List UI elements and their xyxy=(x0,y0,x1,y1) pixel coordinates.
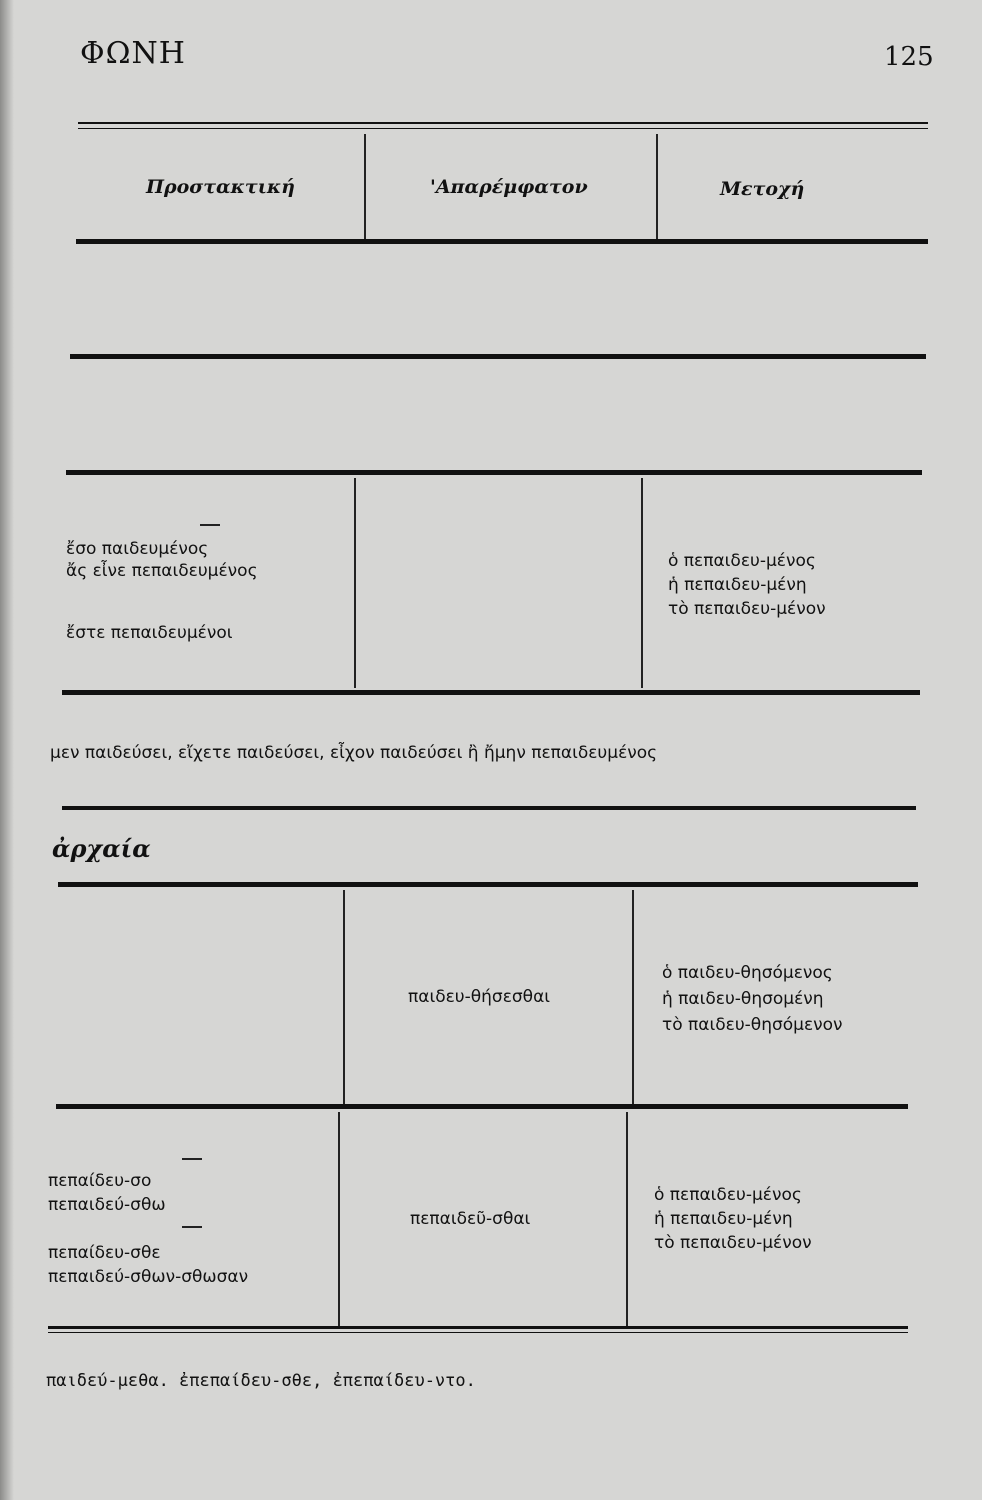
participle-line: ἡ παιδευ-θησομένη xyxy=(662,989,824,1009)
heavy-rule xyxy=(62,690,920,695)
dash-mark xyxy=(182,1226,202,1228)
infinitive-form: πεπαιδεῦ-σθαι xyxy=(410,1209,531,1229)
footer-text: παιδεύ-μεθα. ἐπεπαίδευ-σθε, ἐπεπαίδευ-ντο. xyxy=(46,1371,476,1391)
heavy-rule xyxy=(62,806,916,810)
page-number: 125 xyxy=(884,42,934,72)
participle-line: ἡ πεπαιδευ-μένη xyxy=(654,1209,793,1229)
column-divider xyxy=(656,134,658,240)
continuation-text: μεν παιδεύσει, εἴχετε παιδεύσει, εἶχον παιδεύσει ἢ ἤμην πεπαιδευμένος xyxy=(50,743,658,763)
imperative-line: πεπαιδεύ-σθων-σθωσαν xyxy=(48,1267,249,1287)
dash-mark xyxy=(182,1158,202,1160)
table-top-rule xyxy=(78,122,928,124)
imperative-line: ἄς εἶνε πεπαιδευμένος xyxy=(66,561,258,581)
imperative-line: πεπαίδευ-σθε xyxy=(48,1243,161,1263)
dash-mark xyxy=(200,524,220,526)
page-edge-shadow xyxy=(0,0,14,1500)
imperative-line: πεπαιδεύ-σθω xyxy=(48,1195,166,1215)
running-header-title: ΦΩΝΗ xyxy=(80,36,186,71)
column-divider xyxy=(632,890,634,1104)
participle-line: τὸ πεπαιδευ-μένον xyxy=(668,599,826,619)
imperative-line: πεπαίδευ-σο xyxy=(48,1171,152,1191)
heavy-rule xyxy=(70,354,926,359)
participle-line: ὁ πεπαιδευ-μένος xyxy=(668,551,816,571)
column-divider xyxy=(338,1112,340,1326)
imperative-line: ἔστε πεπαιδευμένοι xyxy=(66,623,233,643)
heavy-rule xyxy=(66,470,922,475)
imperative-line: ἔσο παιδευμένος xyxy=(66,539,209,559)
heavy-rule xyxy=(76,239,928,244)
participle-line: ὁ παιδευ-θησόμενος xyxy=(662,963,833,983)
table-bottom-rule xyxy=(48,1326,908,1329)
heavy-rule xyxy=(56,1104,908,1109)
participle-line: ὁ πεπαιδευ-μένος xyxy=(654,1185,802,1205)
table-bottom-rule-thin xyxy=(48,1332,908,1333)
column-header-participle: Μετοχή xyxy=(720,178,805,200)
participle-line: τὸ παιδευ-θησόμενον xyxy=(662,1015,843,1035)
section-heading: ἀρχαία xyxy=(52,834,151,863)
column-divider xyxy=(626,1112,628,1326)
heavy-rule xyxy=(58,882,918,887)
column-divider xyxy=(641,478,643,688)
table-top-rule-thin xyxy=(78,128,928,129)
infinitive-form: παιδευ-θήσεσθαι xyxy=(408,987,551,1007)
column-divider xyxy=(354,478,356,688)
participle-line: ἡ πεπαιδευ-μένη xyxy=(668,575,807,595)
column-divider xyxy=(364,134,366,240)
participle-line: τὸ πεπαιδευ-μένον xyxy=(654,1233,812,1253)
column-header-imperative: Προστακτική xyxy=(146,176,295,198)
column-divider xyxy=(343,890,345,1104)
column-header-infinitive: 'Απαρέμφατον xyxy=(430,176,588,198)
